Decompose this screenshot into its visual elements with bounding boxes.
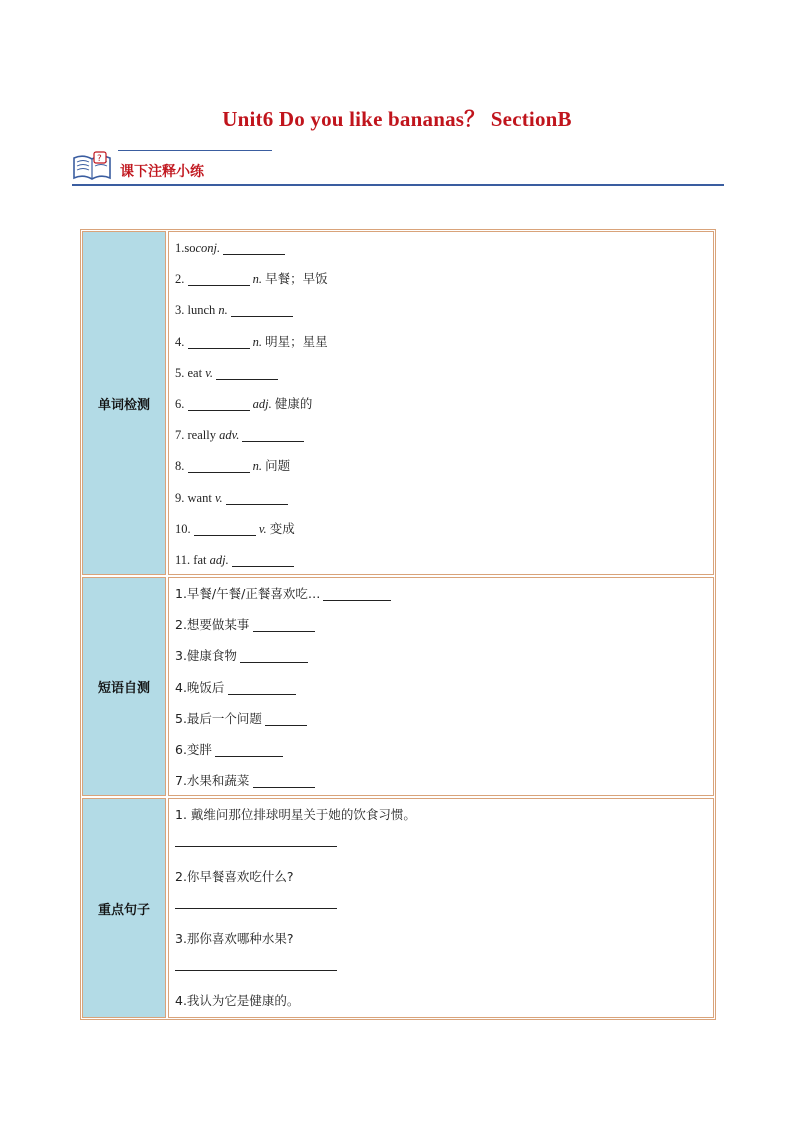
answer-blank[interactable] (228, 681, 296, 695)
answer-blank[interactable] (253, 618, 315, 632)
answer-blank[interactable] (253, 774, 315, 788)
list-item: 5.最后一个问题 (175, 709, 713, 740)
list-item: 4.我认为它是健康的。 (175, 993, 300, 1008)
list-item: 7.水果和蔬菜 (175, 771, 713, 802)
header-top-line (118, 150, 272, 151)
answer-blank[interactable] (242, 428, 304, 442)
answer-blank[interactable] (188, 272, 250, 286)
section-vocabulary (82, 231, 714, 575)
list-item: 8. n. 问题 (175, 458, 291, 474)
phrase-list (168, 577, 714, 796)
answer-blank[interactable] (175, 891, 337, 909)
page-title: Unit6 Do you like bananas？ SectionB (222, 107, 572, 131)
list-item: 4.晚饭后 (175, 678, 713, 709)
answer-blank[interactable] (175, 829, 337, 847)
answer-blank[interactable] (232, 553, 294, 567)
vocabulary-list (168, 231, 714, 575)
list-item: 2. n. 早餐；早饭 (175, 271, 328, 287)
section-label-vocabulary: 单词检测 (82, 231, 166, 575)
answer-blank[interactable] (215, 743, 283, 757)
answer-blank[interactable] (231, 303, 293, 317)
header-rule (72, 184, 724, 186)
list-item: 1. 戴维问那位排球明星关于她的饮食习惯。 (175, 807, 416, 822)
sentence-blank-row (175, 829, 713, 867)
list-item: 3.那你喜欢哪种水果? (175, 931, 294, 946)
answer-blank[interactable] (223, 241, 285, 255)
section-header (72, 146, 724, 188)
answer-blank[interactable] (194, 522, 256, 536)
list-item: 4. n. 明星；星星 (175, 333, 328, 349)
list-item: 7. really adv. (175, 425, 713, 456)
list-item: 11. fat adj. (175, 550, 713, 581)
answer-blank[interactable] (175, 953, 337, 971)
answer-blank[interactable] (188, 459, 250, 473)
list-item: 1.soconj. (175, 238, 713, 269)
sentence-blank-row (175, 953, 713, 991)
svg-text:?: ? (97, 154, 102, 164)
list-item: 10. v. 变成 (175, 520, 295, 536)
section-label: 课下注释小练 (120, 164, 204, 180)
list-item: 6.变胖 (175, 740, 713, 771)
answer-blank[interactable] (240, 649, 308, 663)
answer-blank[interactable] (226, 491, 288, 505)
book-icon (72, 150, 112, 182)
list-item: 9. want v. (175, 488, 713, 519)
list-item: 1.早餐/午餐/正餐喜欢吃… (175, 584, 713, 615)
sentence-blank-row (175, 891, 713, 929)
answer-blank[interactable] (323, 587, 391, 601)
answer-blank[interactable] (216, 366, 278, 380)
list-item: 3.健康食物 (175, 646, 713, 677)
answer-blank[interactable] (265, 712, 307, 726)
list-item: 6. adj. 健康的 (175, 395, 313, 411)
list-item: 5. eat v. (175, 363, 713, 394)
exercise-table (80, 229, 716, 1020)
list-item: 3. lunch n. (175, 300, 713, 331)
sentence-list (168, 798, 714, 1018)
answer-blank[interactable] (188, 335, 250, 349)
section-phrases (82, 577, 714, 796)
answer-blank[interactable] (188, 397, 250, 411)
section-sentences (82, 798, 714, 1018)
section-label-sentences: 重点句子 (82, 798, 166, 1018)
list-item: 2.你早餐喜欢吃什么? (175, 869, 294, 884)
section-label-phrases: 短语自测 (82, 577, 166, 796)
list-item: 2.想要做某事 (175, 615, 713, 646)
